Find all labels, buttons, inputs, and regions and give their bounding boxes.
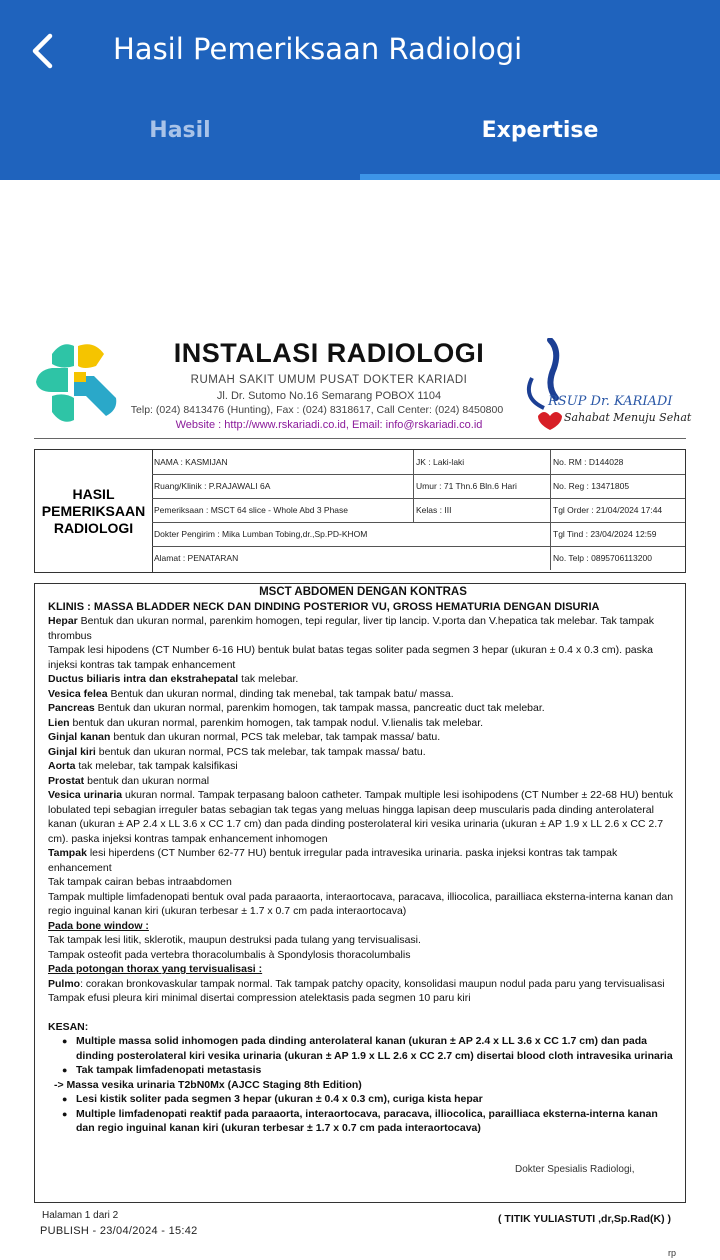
patient-room: Ruang/Klinik : P.RAJAWALI 6A bbox=[152, 474, 414, 499]
finding-label: Vesica felea bbox=[48, 687, 108, 700]
tab-indicator bbox=[360, 174, 720, 180]
finding-text: tak melebar. bbox=[238, 673, 299, 685]
finding-text: bentuk dan ukuran normal, PCS tak melebar, tak tampak massa/ batu. bbox=[95, 745, 426, 758]
hospital-address: Jl. Dr. Sutomo No.16 Semarang POBOX 1104 bbox=[216, 390, 442, 402]
patient-age: Umur : 71 Thn.6 Bln.6 Hari bbox=[414, 474, 551, 499]
finding-ginjal-kanan bbox=[48, 730, 678, 745]
referring-doctor: Dokter Pengirim : Mika Lumban Tobing,dr.,Sp.PD-KHOM bbox=[152, 522, 551, 547]
signature-name: ( TITIK YULIASTUTI ,dr,Sp.Rad(K) ) bbox=[498, 1213, 672, 1225]
finding-text: bentuk dan ukuran normal, parenkim homogen, tak tampak nodul. V.lienalis tak melebar. bbox=[69, 716, 484, 729]
clinical-info: KLINIS : MASSA BLADDER NECK DAN DINDING POSTERIOR VU, GROSS HEMATURIA DENGAN DISURIA bbox=[48, 600, 600, 613]
patient-name: NAMA : KASMIJAN bbox=[152, 450, 414, 475]
kesan-list bbox=[48, 1034, 678, 1136]
finding-label: Ginjal kanan bbox=[48, 731, 111, 743]
finding-text: ukuran normal. Tampak terpasang baloon catheter. Tampak multiple lesi isohipodens (CT Number ± 22-68 HU) bentuk lobulated tepi sebagian irreguler batas sebagian tak tegas yang meluas hingga lapisan deep muscularis pada dinding anterolateral kanan (ukuran ± AP 2.4 x LL 3.6 x CC 1.7 cm) dan pada dinding posterolateral kiri vesika urinaria (ukuran ± AP 1.9 x LL 2.6 x CC 2.7 cm). paska injeksi kontras tampak enhancement inhomogen bbox=[48, 789, 674, 845]
rsup-name: RSUP Dr. KARIADI bbox=[548, 394, 673, 409]
back-button[interactable] bbox=[24, 26, 68, 76]
finding-limfadenopati: Tampak multiple limfadenopati bentuk oval pada paraaorta, interaortocava, paracava, illiocolica, parailliaca eksterna-interna kanan dan regio inguinal kanan kiri (ukuran terbesar ± 1.7 x 0.7 cm pada interaortocava) bbox=[48, 890, 674, 917]
finding-tampak bbox=[48, 846, 678, 875]
hospital-phone: Telp: (024) 8413476 (Hunting), Fax : (024) 8318617, Call Center: (024) 8450800 bbox=[130, 404, 504, 416]
finding-label: Prostat bbox=[48, 774, 85, 787]
finding-prostat bbox=[48, 774, 678, 789]
report-type-line-1: HASIL bbox=[72, 485, 115, 502]
finding-label: Vesica urinaria bbox=[48, 789, 123, 801]
kesan-item: ● Tak tampak limfadenopati metastasis bbox=[62, 1063, 678, 1078]
finding-hepar bbox=[48, 614, 678, 643]
finding-aorta bbox=[48, 759, 678, 774]
finding-lien bbox=[48, 716, 678, 731]
finding-ductus bbox=[48, 672, 678, 687]
finding-ginjal-kiri bbox=[48, 745, 678, 760]
report-type-line-3: RADIOLOGI bbox=[53, 519, 134, 536]
finding-bone-2: Tampak osteofit pada vertebra thoracolumbalis à Spondylosis thoracolumbalis bbox=[48, 948, 411, 961]
tab-expertise[interactable]: Expertise bbox=[481, 118, 599, 143]
exam-type: Pemeriksaan : MSCT 64 slice - Whole Abd 3 Phase bbox=[152, 498, 414, 523]
finding-hepar-lesion: Tampak lesi hipodens (CT Number 6-16 HU) bentuk bulat batas tegas soliter pada segmen 3 hepar (ukuran ± 0.4 x 0.3 cm). paska injeksi kontras tak tampak enhancement bbox=[48, 644, 653, 671]
kesan-item: ● Multiple massa solid inhomogen pada dinding anterolateral kanan (ukuran ± AP 2.4 x LL 3.6 x CC 1.7 cm) dan pada dinding posterolateral kiri vesika urinaria (ukuran ± AP 1.9 x LL 2.6 x CC 2.7 cm) disertai blood cloth intravesika urinaria bbox=[62, 1034, 678, 1063]
finding-vesica-felea bbox=[48, 687, 678, 702]
finding-label: Ginjal kiri bbox=[48, 745, 96, 758]
patient-address: Alamat : PENATARAN bbox=[152, 546, 551, 570]
finding-label: Pancreas bbox=[48, 702, 95, 714]
specialist-label: Dokter Spesialis Radiologi, bbox=[515, 1164, 635, 1175]
order-date: Tgl Order : 21/04/2024 17:44 bbox=[551, 498, 685, 523]
finding-text: Bentuk dan ukuran normal, parenkim homogen, tak tampak massa, pancreatic duct tak melebar. bbox=[94, 702, 545, 714]
spacer bbox=[48, 1006, 678, 1020]
finding-vesica-urinaria bbox=[48, 788, 678, 846]
kesan-item: ● Multiple limfadenopati reaktif pada paraaorta, interaortocava, paracava, illiocolica, parailliaca eksterna-interna kanan dan regio inguinal kanan kiri (ukuran terbesar ± 1.7 x 0.7 cm pada interaortocava) bbox=[62, 1107, 678, 1136]
action-date: Tgl Tind : 23/04/2024 12:59 bbox=[551, 522, 685, 547]
report-type-label bbox=[35, 450, 153, 572]
hospital-website: Website : http://www.rskariadi.co.id, Email: info@rskariadi.co.id bbox=[175, 419, 483, 431]
page-title: Hasil Pemeriksaan Radiologi bbox=[113, 32, 523, 66]
kesan-heading: KESAN: bbox=[48, 1020, 89, 1033]
finding-pancreas bbox=[48, 701, 678, 716]
patient-rm: No. RM : D144028 bbox=[551, 450, 685, 475]
finding-text: Bentuk dan ukuran normal, dinding tak menebal, tak tampak batu/ massa. bbox=[107, 687, 454, 700]
kesan-staging: -> Massa vesika urinaria T2bN0Mx (AJCC Staging 8th Edition) bbox=[54, 1078, 362, 1091]
finding-label: Pulmo bbox=[48, 977, 81, 990]
finding-text: bentuk dan ukuran normal bbox=[84, 774, 210, 787]
header-divider bbox=[34, 438, 686, 439]
finding-pulmo bbox=[48, 977, 678, 992]
rsup-tagline: Sahabat Menuju Sehat bbox=[564, 411, 692, 424]
patient-info-table bbox=[34, 449, 686, 573]
app-bar bbox=[0, 0, 720, 180]
finding-text: : corakan bronkovaskular tampak normal. Tak tampak patchy opacity, konsolidasi maupun nodul pada paru yang tervisualisasi bbox=[80, 977, 665, 990]
finding-label: Aorta bbox=[48, 760, 76, 772]
report-type-line-2: PEMERIKSAAN bbox=[41, 502, 146, 519]
finding-text: Bentuk dan ukuran normal, parenkim homogen, tepi regular, liver tip lancip. V.porta dan V.hepatica tak melebar. Tak tampak thrombus bbox=[48, 615, 655, 642]
finding-label: Tampak bbox=[48, 847, 87, 859]
patient-phone: No. Telp : 0895706113200 bbox=[553, 553, 652, 563]
hospital-name: RUMAH SAKIT UMUM PUSAT DOKTER KARIADI bbox=[190, 374, 468, 386]
report-text bbox=[48, 585, 678, 1136]
tab-hasil[interactable]: Hasil bbox=[149, 118, 211, 143]
kemenkes-logo-icon bbox=[34, 336, 122, 428]
footer-initials: rp bbox=[668, 1248, 677, 1258]
finding-label: Ductus biliaris intra dan ekstrahepatal bbox=[48, 673, 239, 685]
patient-class: Kelas : III bbox=[414, 498, 551, 523]
finding-label: Lien bbox=[48, 716, 70, 729]
finding-label: Hepar bbox=[48, 615, 78, 627]
arrow-left-icon bbox=[24, 26, 68, 76]
institution-title: INSTALASI RADIOLOGI bbox=[173, 338, 485, 368]
finding-text: lesi hiperdens (CT Number 62-77 HU) bentuk irregular pada intravesika urinaria. paska injeksi kontras tak tampak enhancement bbox=[48, 847, 618, 874]
finding-text: bentuk dan ukuran normal, PCS tak melebar, tak tampak massa/ batu. bbox=[110, 731, 441, 743]
finding-text: tak melebar, tak tampak kalsifikasi bbox=[75, 760, 238, 772]
patient-sex: JK : Laki-laki bbox=[414, 450, 551, 475]
finding-efusi: Tampak efusi pleura kiri minimal disertai compression atelektasis pada segmen 10 paru kiri bbox=[48, 992, 471, 1004]
report-title: MSCT ABDOMEN DENGAN KONTRAS bbox=[259, 586, 467, 598]
thorax-heading: Pada potongan thorax yang tervisualisasi : bbox=[48, 963, 263, 975]
bone-window-heading: Pada bone window : bbox=[48, 919, 149, 932]
patient-reg: No. Reg : 13471805 bbox=[551, 474, 685, 499]
publish-stamp: PUBLISH - 23/04/2024 - 15:42 bbox=[40, 1225, 198, 1237]
finding-bone-1: Tak tampak lesi litik, sklerotik, maupun destruksi pada tulang yang tervisualisasi. bbox=[48, 934, 421, 946]
finding-cairan: Tak tampak cairan bebas intraabdomen bbox=[48, 876, 232, 888]
kesan-item: ● Lesi kistik soliter pada segmen 3 hepar (ukuran ± 0.4 x 0.3 cm), curiga kista hepar bbox=[62, 1092, 678, 1107]
page-number: Halaman 1 dari 2 bbox=[42, 1210, 119, 1221]
